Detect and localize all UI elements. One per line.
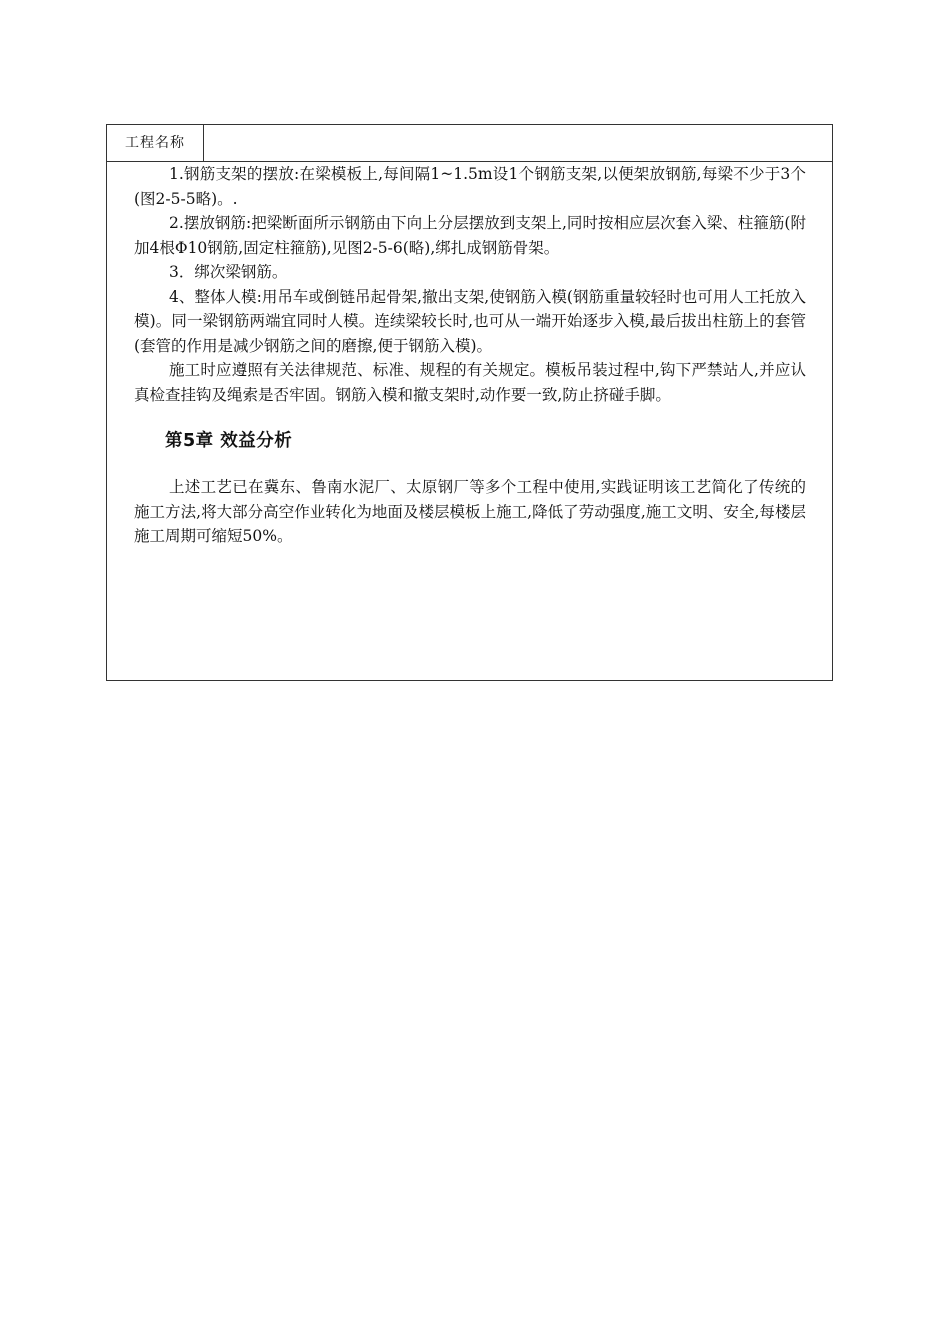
project-name-value bbox=[204, 125, 832, 161]
paragraph-safety: 施工时应遵照有关法律规范、标准、规程的有关规定。模板吊装过程中,钩下严禁站人,并应认真检查挂钩及绳索是否牢固。钢筋入模和撤支架时,动作要一致,防止挤碰手脚。 bbox=[134, 361, 806, 404]
paragraph-whole-into-mold: 4、整体人模:用吊车或倒链吊起骨架,撤出支架,使钢筋入模(钢筋重量较轻时也可用人工托放入模)。同一梁钢筋两端宜同时人模。连续梁较长时,也可从一端开始逐步入模,最后拔出柱筋上的套管(套管的作用是减少钢筋之间的磨擦,便于钢筋入模)。 bbox=[134, 287, 806, 355]
content-cell bbox=[134, 162, 806, 549]
project-name-label: 工程名称 bbox=[107, 125, 204, 161]
paragraph-benefit-analysis: 上述工艺已在冀东、鲁南水泥厂、太原钢厂等多个工程中使用,实践证明该工艺简化了传统的施工方法,将大部分高空作业转化为地面及楼层模板上施工,降低了劳动强度,施工文明、安全,每楼层施工周期可缩短50%。 bbox=[134, 478, 806, 545]
document-table bbox=[106, 124, 833, 681]
chapter-title: 第5章 效益分析 bbox=[165, 431, 293, 451]
project-name-row bbox=[107, 125, 832, 162]
paragraph-rebar-support: 1.钢筋支架的摆放:在梁模板上,每间隔1~1.5m设1个钢筋支架,以便架放钢筋,每梁不少于3个(图2-5-5略)。. bbox=[134, 165, 806, 208]
paragraph-place-rebar: 2.摆放钢筋:把梁断面所示钢筋由下向上分层摆放到支架上,同时按相应层次套入梁、柱箍筋(附加4根Φ10钢筋,固定柱箍筋),见图2-5-6(略),绑扎成钢筋骨架。 bbox=[134, 214, 806, 257]
paragraph-secondary-beam: 3．绑次梁钢筋。 bbox=[169, 263, 288, 281]
